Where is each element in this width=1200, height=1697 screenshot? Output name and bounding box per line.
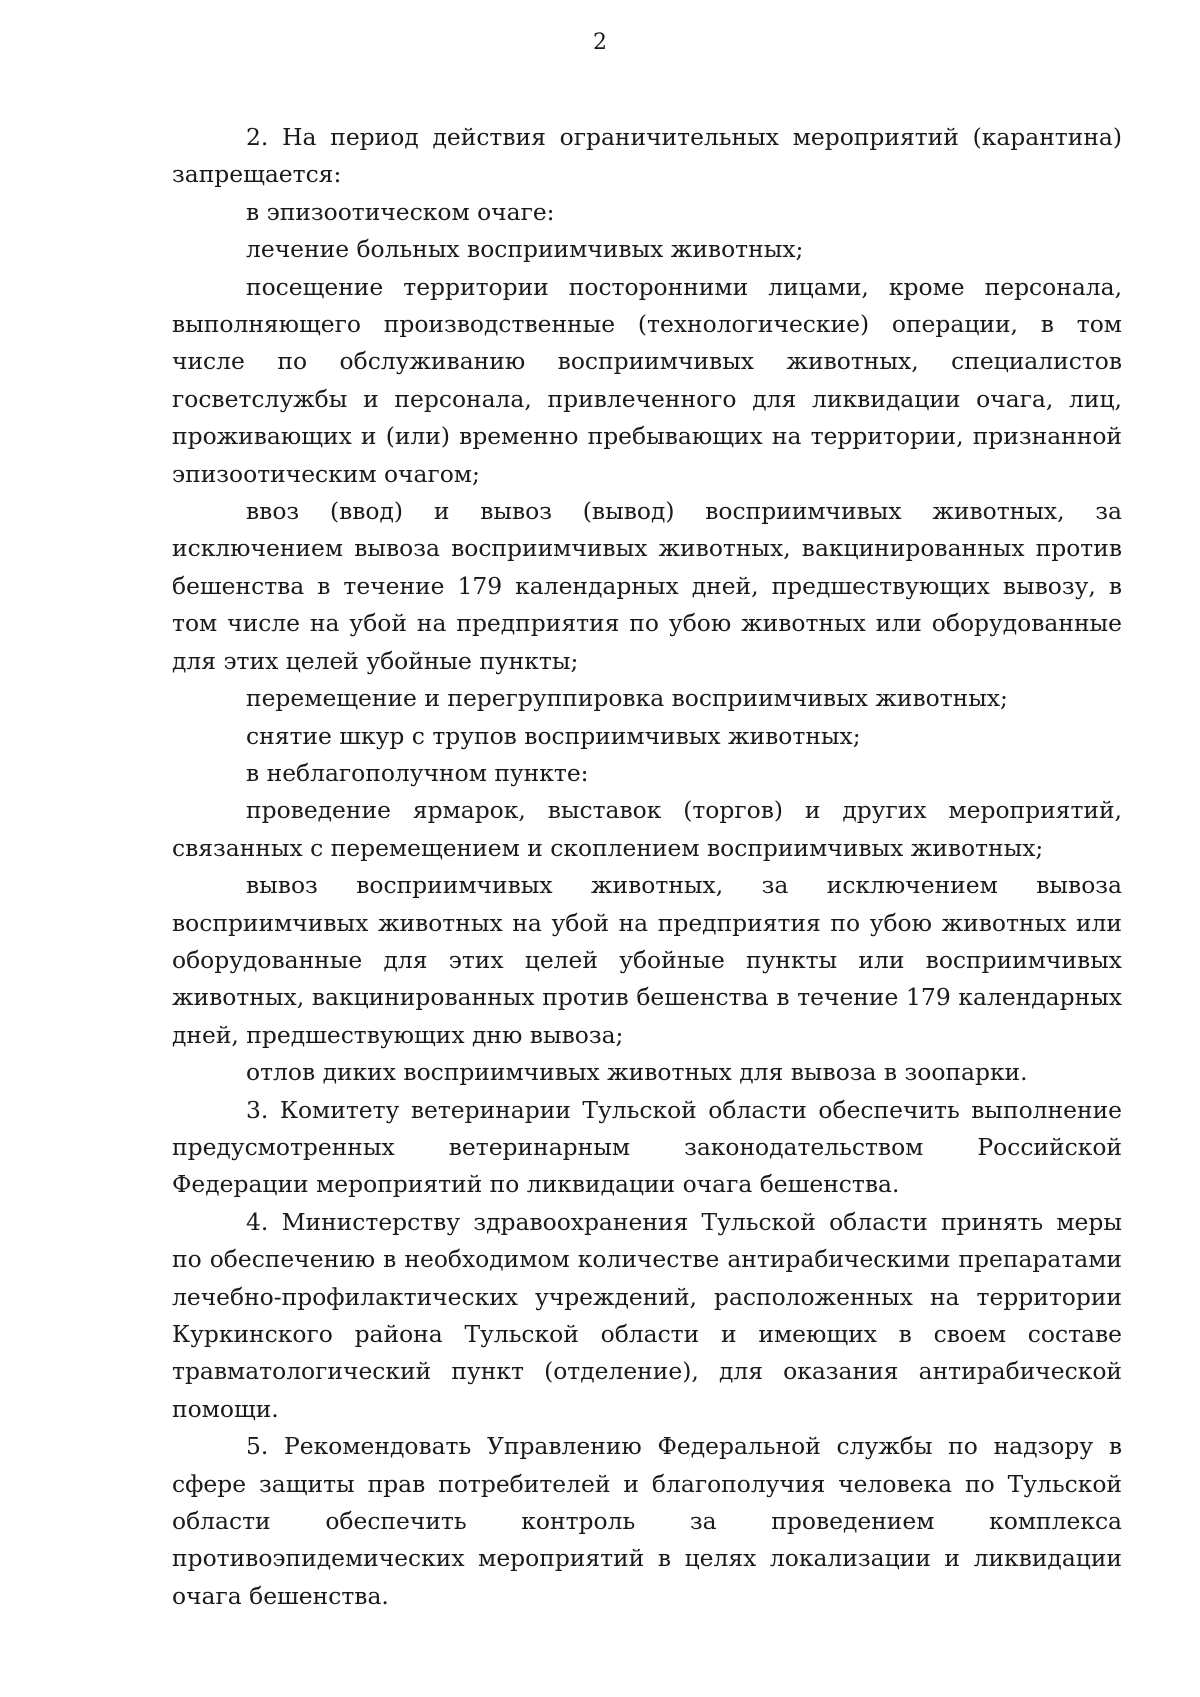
- paragraph-trapping-ban: отлов диких восприимчивых животных для вывоза в зоопарки.: [246, 1058, 1028, 1087]
- paragraph-episootic-focus-heading: в эпизоотическом очаге:: [246, 197, 555, 226]
- paragraph-visiting-ban: посещение территории посторонними лицами, кроме персонала, выполняющего производственные (технологические) операции, в том числе по обслуживанию восприимчивых животных, специалистов госветслужбы и персонала, привлеченного для ликвидации очага, лиц, проживающих и (или) временно пребывающих на территории, признанной эпизоотическим очагом;: [172, 272, 1122, 488]
- paragraph-fairs-ban: проведение ярмарок, выставок (торгов) и других мероприятий, связанных с перемещением и скоплением восприимчивых животных;: [172, 796, 1122, 862]
- document-body: [172, 119, 1122, 1615]
- paragraph-import-export-ban: ввоз (ввод) и вывоз (вывод) восприимчивых животных, за исключением вывоза восприимчивых животных, вакцинированных против бешенства в течение 179 календарных дней, предшествующих вывозу, в том числе на убой на предприятия по убою животных или оборудованные для этих целей убойные пункты;: [172, 497, 1122, 675]
- paragraph-skinning-ban: снятие шкур с трупов восприимчивых животных;: [246, 721, 861, 750]
- paragraph-movement-ban: перемещение и перегруппировка восприимчивых животных;: [246, 684, 1008, 713]
- paragraph-export-ban: вывоз восприимчивых животных, за исключением вывоза восприимчивых животных на убой на предприятия по убою животных или оборудованные для этих целей убойные пункты или восприимчивых животных, вакцинированных против бешенства в течение 179 календарных дней, предшествующих дню вывоза;: [172, 871, 1122, 1049]
- page-number: 2: [593, 30, 607, 55]
- paragraph-item-5: 5. Рекомендовать Управлению Федеральной службы по надзору в сфере защиты прав потребителей и благополучия человека по Тульской области обеспечить контроль за проведением комплекса противоэпидемических мероприятий в целях локализации и ликвидации очага бешенства.: [172, 1432, 1122, 1610]
- paragraph-item-2-intro: 2. На период действия ограничительных мероприятий (карантина) запрещается:: [172, 123, 1122, 189]
- paragraph-unfavorable-point-heading: в неблагополучном пункте:: [246, 758, 589, 787]
- paragraph-item-4: 4. Министерству здравоохранения Тульской области принять меры по обеспечению в необходимом количестве антирабическими препаратами лечебно-профилактических учреждений, расположенных на территории Куркинского района Тульской области и имеющих в своем составе травматологический пункт (отделение), для оказания антирабической помощи.: [172, 1207, 1122, 1423]
- paragraph-item-3: 3. Комитету ветеринарии Тульской области обеспечить выполнение предусмотренных ветеринарным законодательством Российской Федерации мероприятий по ликвидации очага бешенства.: [172, 1095, 1122, 1199]
- paragraph-treatment-ban: лечение больных восприимчивых животных;: [246, 235, 804, 264]
